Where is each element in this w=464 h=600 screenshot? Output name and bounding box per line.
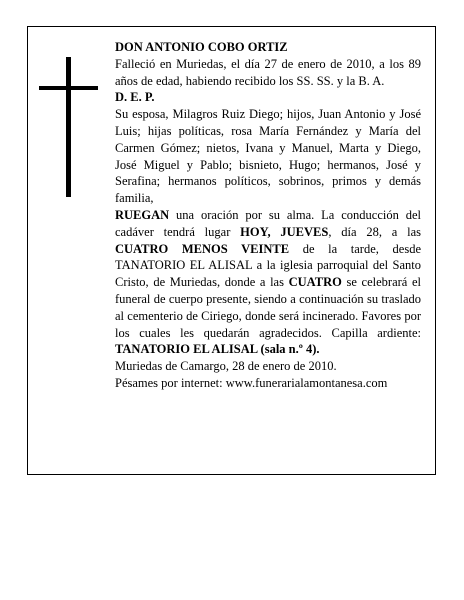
cross-icon-bar	[39, 86, 98, 90]
condolences: Pésames por internet: www.funerarialamontanesa.com	[115, 375, 388, 390]
family-list: Su esposa, Milagros Ruiz Diego; hijos, Juan Antonio y José Luis; hijas políticas, rosa María Fernández y María del Carmen Gómez; nietos, Ivana y Manuel, Marta y Diego, José Miguel y Pablo; bisnieto, Hugo; hermanos, José y Serafina; hermanos políticos, sobrinos, primos y demás familia,	[115, 107, 421, 206]
obituary-text	[115, 39, 421, 392]
cross-icon	[66, 57, 71, 197]
funeral-request: RUEGAN una oración por su alma. La conducción del cadáver tendrá lugar HOY, JUEVES, día 28, a las CUATRO MENOS VEINTE de la tarde, desde TANATORIO EL ALISAL a la iglesia parroquial del Santo Cristo, de Muriedas, donde a las CUATRO se celebrará el funeral de cuerpo presente, siendo a continuación su traslado al cementerio de Ciriego, donde será incinerado. Favores por los cuales les quedarán agradecidos. Capilla ardiente: TANATORIO EL ALISAL (sala n.º 4).	[115, 207, 421, 357]
place-date: Muriedas de Camargo, 28 de enero de 2010.	[115, 359, 337, 374]
deceased-name: DON ANTONIO COBO ORTIZ	[115, 40, 288, 54]
rip: D. E. P.	[115, 90, 155, 105]
death-notice: Falleció en Muriedas, el día 27 de enero de 2010, a los 89 años de edad, habiendo recibido los SS. SS. y la B. A.	[115, 56, 421, 88]
